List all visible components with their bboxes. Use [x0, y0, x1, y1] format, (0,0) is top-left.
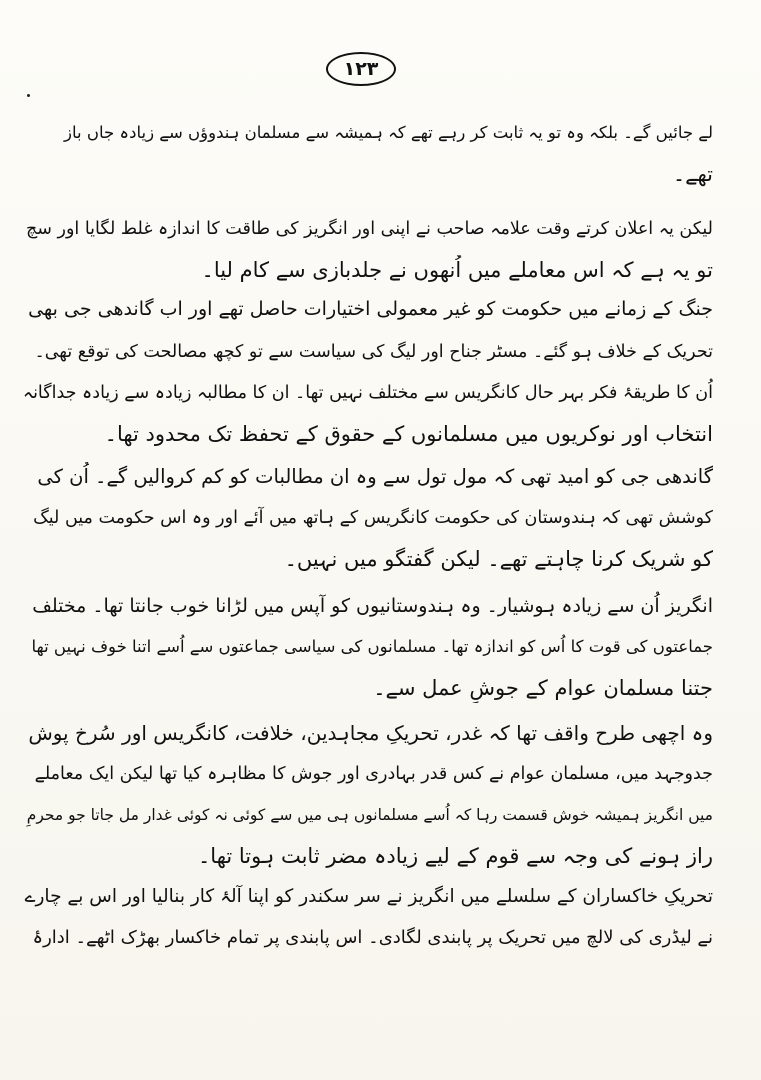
text-line: تحریکِ خاکساران کے سلسلے میں انگریز نے سر سکندر کو اپنا آلۂ کار بنالیا اور اس بے چارے [24, 886, 713, 907]
text-line: تو یہ ہے کہ اس معاملے میں اُنھوں نے جلدبازی سے کام لیا۔ [201, 258, 713, 282]
text-line: نے لیڈری کی لالچ میں تحریک پر پابندی لگادی۔ اس پابندی پر تمام خاکسار بھڑک اٹھے۔ ادارۂ [32, 927, 713, 948]
text-line: وہ اچھی طرح واقف تھا کہ غدر، تحریکِ مجاہدین، خلافت، کانگریس اور سُرخ پوش [28, 721, 713, 745]
text-line: جدوجہد میں، مسلمان عوام نے کس قدر بہادری اور جوش کا مظاہرہ کیا تھا لیکن ایک معاملے [34, 764, 713, 784]
text-line: انتخاب اور نوکریوں میں مسلمانوں کے حقوق کے تحفظ تک محدود تھا۔ [104, 422, 713, 446]
scan-speck [27, 94, 30, 97]
text-line: راز ہونے کی وجہ سے قوم کے لیے زیادہ مضر ثابت ہوتا تھا۔ [197, 844, 713, 868]
text-line: کو شریک کرنا چاہتے تھے۔ لیکن گفتگو میں نہیں۔ [284, 547, 713, 571]
text-line: لے جائیں گے۔ بلکہ وہ تو یہ ثابت کر رہے تھے کہ ہمیشہ سے مسلمان ہندوؤں سے زیادہ جاں باز [64, 123, 713, 142]
text-line: تحریک کے خلاف ہو گئے۔ مسٹر جناح اور لیگ کی سیاست سے تو کچھ مصالحت کی توقع تھی۔ [34, 342, 713, 362]
text-line: جنگ کے زمانے میں حکومت کو غیر معمولی اختیارات حاصل تھے اور اب گاندھی جی بھی [28, 298, 713, 320]
text-line: گاندھی جی کو امید تھی کہ مول تول سے وہ ان مطالبات کو کم کروالیں گے۔ اُن کی [37, 465, 713, 488]
text-line: جماعتوں کی قوت کا اُس کو اندازہ تھا۔ مسلمانوں کی سیاسی جماعتوں سے اُسے اتنا خوف نہیں تھا [31, 637, 713, 656]
text-line: تھے۔ [672, 162, 713, 186]
text-line: میں انگریز ہمیشہ خوش قسمت رہا کہ اُسے مسلمانوں ہی میں سے کوئی نہ کوئی غدار مل جاتا جو محرمِ [26, 806, 713, 824]
text-line: لیکن یہ اعلان کرتے وقت علامہ صاحب نے اپنی اور انگریز کی طاقت کا اندازہ غلط لگایا اور سچ [25, 219, 713, 239]
text-line: انگریز اُن سے زیادہ ہوشیار۔ وہ ہندوستانیوں کو آپس میں لڑانا خوب جانتا تھا۔ مختلف [32, 595, 713, 617]
text-line: کوشش تھی کہ ہندوستان کی حکومت کانگریس کے ہاتھ میں آئے اور وہ اس حکومت میں لیگ [33, 508, 713, 528]
page-number-badge: ١٢٣ [326, 52, 396, 86]
text-line: اُن کا طریقۂ فکر بہر حال کانگریس سے مختلف نہیں تھا۔ ان کا مطالبہ زیادہ سے زیادہ جداگانہ [23, 383, 713, 403]
text-line: جتنا مسلمان عوام کے جوشِ عمل سے۔ [373, 676, 713, 700]
